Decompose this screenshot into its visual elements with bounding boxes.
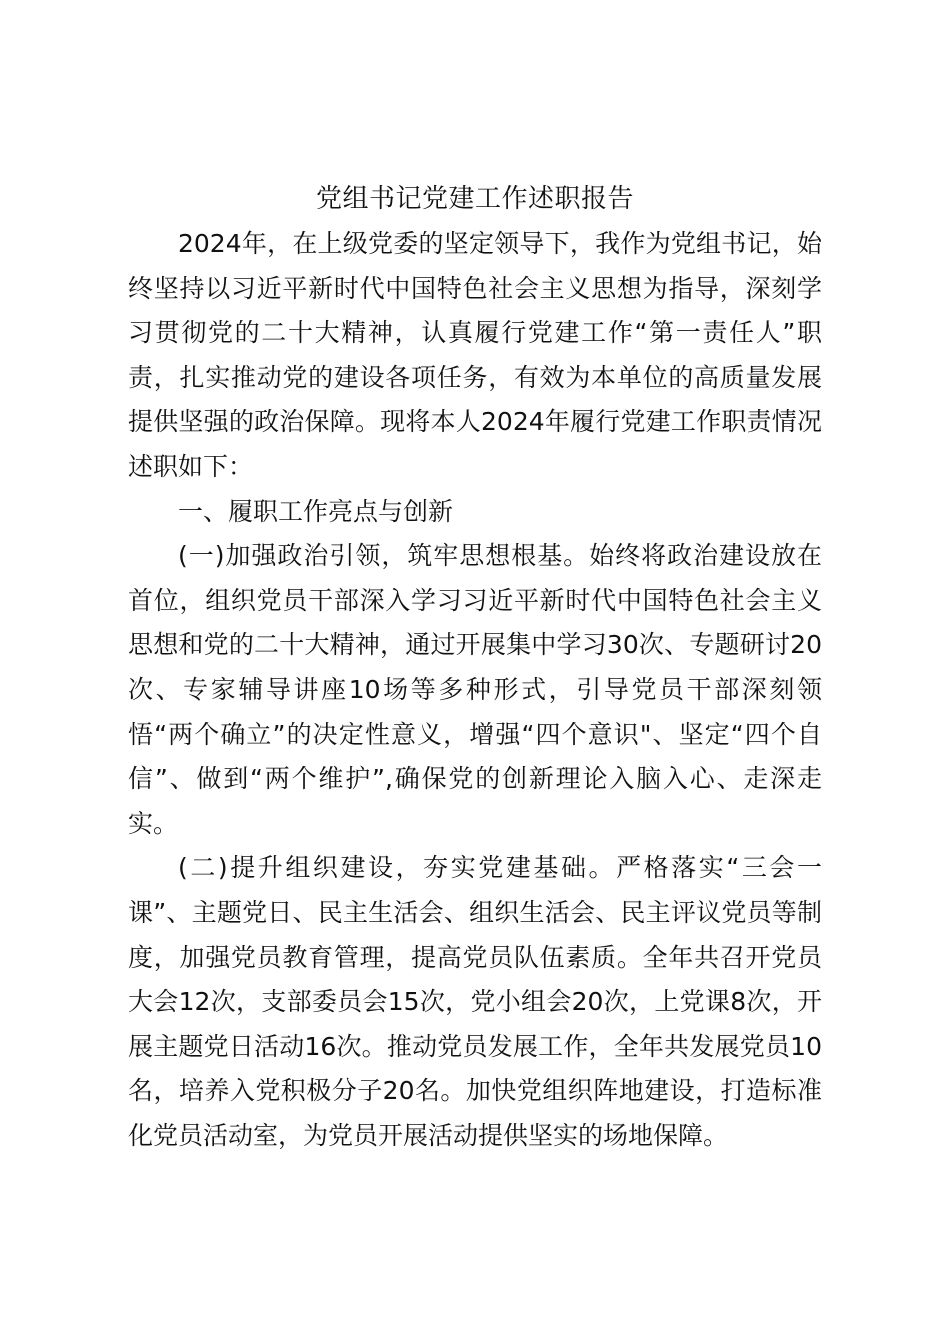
document-body <box>128 176 822 1158</box>
intro-paragraph: 2024年，在上级党委的坚定领导下，我作为党组书记，始终坚持以习近平新时代中国特色社会主义思想为指导，深刻学习贯彻党的二十大精神，认真履行党建工作“第一责任人”职责，扎实推动党的建设各项任务，有效为本单位的高质量发展提供坚强的政治保障。现将本人2024年履行党建工作职责情况述职如下： <box>128 229 822 481</box>
paragraph-organization-building: (二)提升组织建设，夯实党建基础。严格落实“三会一课”、主题党日、民主生活会、组织生活会、民主评议党员等制度，加强党员教育管理，提高党员队伍素质。全年共召开党员大会12次，支部委员会15次，党小组会20次，上党课8次，开展主题党日活动16次。推动党员发展工作，全年共发展党员10名，培养入党积极分子20名。加快党组织阵地建设，打造标准化党员活动室，为党员开展活动提供坚实的场地保障。 <box>128 853 822 1150</box>
document-title: 党组书记党建工作述职报告 <box>315 184 634 214</box>
paragraph-political-guidance: (一)加强政治引领，筑牢思想根基。始终将政治建设放在首位，组织党员干部深入学习习近平新时代中国特色社会主义思想和党的二十大精神，通过开展集中学习30次、专题研讨20次、专家辅导讲座10场等多种形式，引导党员干部深刻领悟“两个确立”的决定性意义，增强“四个意识"、坚定“四个自信”、做到“两个维护”,确保党的创新理论入脑入心、走深走实。 <box>128 541 822 838</box>
section-heading: 一、履职工作亮点与创新 <box>178 496 454 526</box>
